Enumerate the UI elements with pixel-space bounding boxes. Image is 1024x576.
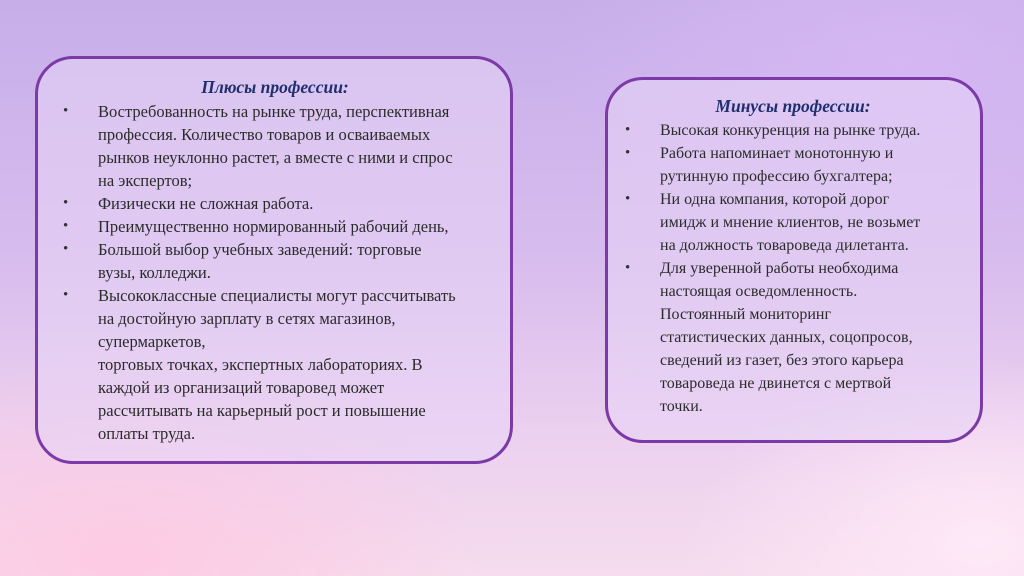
list-item-line: рынков неуклонно растет, а вместе с ними и спрос xyxy=(98,148,453,167)
list-item xyxy=(622,119,964,142)
list-item-line: имидж и мнение клиентов, не возьмет xyxy=(660,214,921,231)
list-item xyxy=(622,257,964,418)
list-item-line: Востребованность на рынке труда, перспективная xyxy=(98,102,450,121)
list-item-line: супермаркетов, xyxy=(98,332,206,351)
list-item-line: рутинную профессию бухгалтера; xyxy=(660,168,893,185)
bullet-icon: • xyxy=(63,195,69,211)
list-item-line: Высокая конкуренция на рынке труда. xyxy=(660,122,921,139)
list-item-line: Постоянный мониторинг xyxy=(660,306,832,323)
list-item-line: рассчитывать на карьерный рост и повышение xyxy=(98,401,426,420)
list-item-line: товароведа не двинется с мертвой xyxy=(660,375,892,392)
pros-title: Плюсы профессии: xyxy=(201,77,349,97)
list-item-line: Физически не сложная работа. xyxy=(98,194,314,213)
list-item-line: настоящая осведомленность. xyxy=(660,283,858,300)
list-item-line: на экспертов; xyxy=(98,171,193,190)
list-item-line: Высококлассные специалисты могут рассчитывать xyxy=(98,286,456,305)
list-item-line: Для уверенной работы необходима xyxy=(660,260,899,277)
list-item-line: торговых точках, экспертных лабораториях. В xyxy=(98,355,423,374)
list-item-line: Работа напоминает монотонную и xyxy=(660,145,894,162)
list-item-line: Преимущественно нормированный рабочий день, xyxy=(98,217,449,236)
list-item-line: на должность товароведа дилетанта. xyxy=(660,237,909,254)
list-item-line: оплаты труда. xyxy=(98,424,196,443)
list-item-line: Ни одна компания, которой дорог xyxy=(660,191,890,208)
list-item xyxy=(60,284,490,445)
list-item xyxy=(622,188,964,257)
bullet-icon: • xyxy=(63,103,69,119)
list-item-line: на достойную зарплату в сетях магазинов, xyxy=(98,309,396,328)
bullet-icon: • xyxy=(63,218,69,234)
list-item-line: сведений из газет, без этого карьера xyxy=(660,352,904,369)
bullet-icon: • xyxy=(625,260,631,276)
list-item xyxy=(622,142,964,188)
list-item xyxy=(60,100,490,192)
bullet-icon: • xyxy=(625,191,631,207)
list-item-line: точки. xyxy=(660,398,703,415)
cons-title: Минусы профессии: xyxy=(715,96,871,116)
list-item-line: каждой из организаций товаровед может xyxy=(98,378,385,397)
bullet-icon: • xyxy=(625,122,631,138)
pros-list xyxy=(60,100,490,445)
pros-card xyxy=(35,56,513,464)
cons-card xyxy=(605,77,983,443)
bullet-icon: • xyxy=(625,145,631,161)
list-item-line: вузы, колледжи. xyxy=(98,263,211,282)
list-item-line: профессия. Количество товаров и осваиваемых xyxy=(98,125,431,144)
list-item-line: Большой выбор учебных заведений: торговые xyxy=(98,240,422,259)
list-item xyxy=(60,238,490,284)
list-item xyxy=(60,215,490,238)
cons-list xyxy=(622,119,964,418)
bullet-icon: • xyxy=(63,287,69,303)
list-item-line: статистических данных, соцопросов, xyxy=(660,329,913,346)
bullet-icon: • xyxy=(63,241,69,257)
list-item xyxy=(60,192,490,215)
